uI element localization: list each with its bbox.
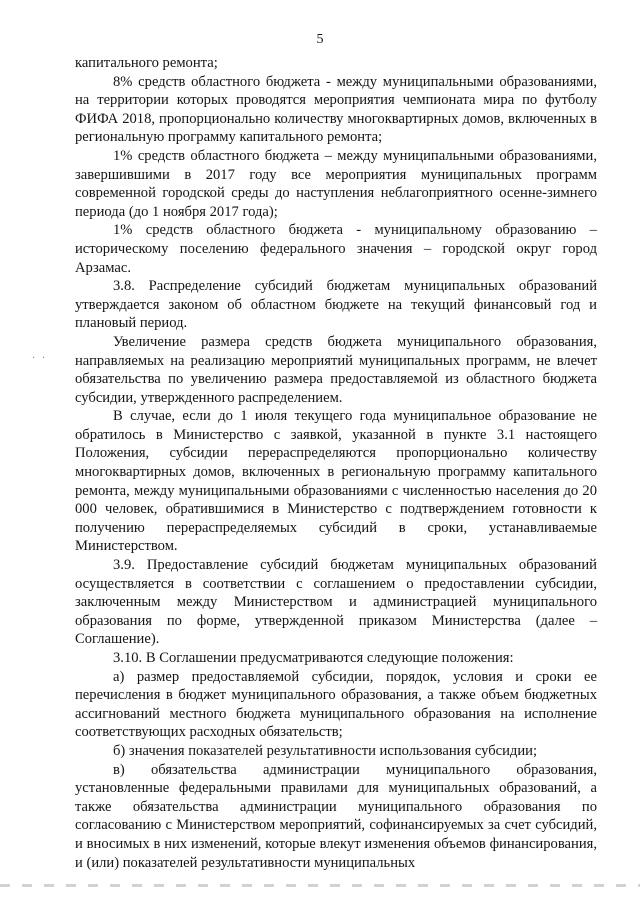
paragraph-urban-environment-1-percent: 1% средств областного бюджета – между муниципальными образованиями, завершившими в 2017 году все мероприятия муниципальных программ современной городской среды до наступления неблагоприятного осенне-зимнего периода (до 1 ноября 2017 года); [75,147,597,220]
document-body [75,54,597,872]
paragraph-fifa-8-percent: 8% средств областного бюджета - между муниципальными образованиями, на территории которых проводятся мероприятия чемпионата мира по футболу ФИФА 2018, пропорционально количеству многоквартирных домов, включенных в региональную программу капитального ремонта; [75,73,597,146]
page-number: 5 [316,32,324,47]
paragraph-3-8: 3.8. Распределение субсидий бюджетам муниципальных образований утверждается законом об областном бюджете на текущий финансовый год и плановый период. [75,278,597,332]
list-item-v: в) обязательства администрации муниципального образования, установленные федеральными правилами для муниципальных образований, а также обязательства администрации муниципального образования по согласованию с Министерством мероприятий, софинансируемых за счет субсидий, и вносимых в них изменений, которые влекут изменения объемов финансирования, и (или) показателей результативности муниципальных [75,761,597,871]
paragraph-budget-increase: Увеличение размера средств бюджета муниципального образования, направляемых на реализацию мероприятий муниципальных программ, не влечет обязательства по увеличению размера предоставляемой из областного бюджета субсидии, утвержденного распределением. [75,333,597,406]
paragraph-3-10: 3.10. В Соглашении предусматриваются следующие положения: [113,650,514,666]
list-item-a: а) размер предоставляемой субсидии, порядок, условия и сроки ее перечисления в бюджет муниципального образования, а также объем бюджетных ассигнований местного бюджета муниципального образования на исполнение соответствующих расходных обязательств; [75,668,597,741]
scan-edge-artifact [0,884,640,887]
scan-specks: · · [32,353,48,364]
paragraph-arzamas-1-percent: 1% средств областного бюджета - муниципальному образованию – историческому поселению федерального значения – городской округ город Арзамас. [75,222,597,276]
paragraph-continuation: капитального ремонта; [75,55,218,71]
list-item-b: б) значения показателей результативности использования субсидии; [113,742,538,759]
paragraph-3-9: 3.9. Предоставление субсидий бюджетам муниципальных образований осуществляется в соответствии с соглашением о предоставлении субсидии, заключенным между Министерством и администрацией муниципального образования по форме, утвержденной приказом Министерства (далее – Соглашение). [75,557,597,648]
paragraph-redistribution: В случае, если до 1 июля текущего года муниципальное образование не обратилось в Министерство с заявкой, указанной в пункте 3.1 настоящего Положения, субсидии перераспределяются пропорционально количеству многоквартирных домов, включенных в региональную программу капитального ремонта, между муниципальными образованиями с численностью населения до 20 000 человек, обратившимися в Министерство с подтверждением готовности к получению перераспределяемых субсидий в сроки, устанавливаемые Министерством. [75,408,597,555]
